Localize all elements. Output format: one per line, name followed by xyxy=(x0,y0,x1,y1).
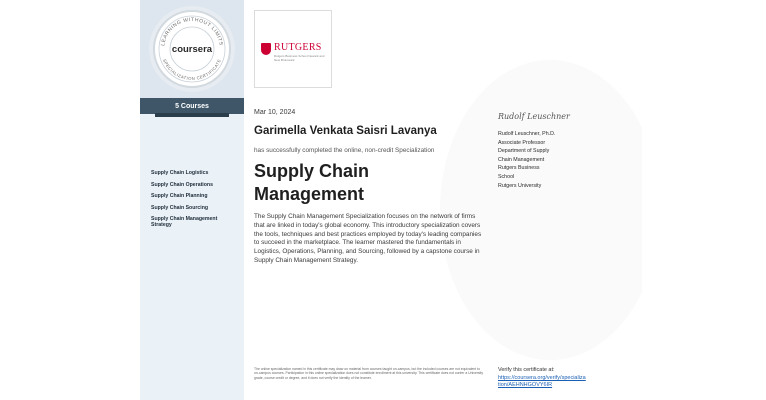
course-list xyxy=(151,170,239,234)
signatory-line: Rutgers University xyxy=(498,182,542,189)
signatory-line: Rudolf Leuschner, Ph.D. xyxy=(498,131,556,137)
svg-text:LEARNING WITHOUT LIMITS xyxy=(160,17,224,46)
course-item: Supply Chain Planning xyxy=(151,193,208,199)
specialization-description: The Supply Chain Management Specialization focuses on the network of firms that are linked in today's global economy. This introductory specialization covers the tools, techniques and best practices employed by today's leading companies to succeed in the marketplace. The learner mastered the fundamentals in Logistics, Operations, Planning, and Sourcing, followed by a capstone course in Supply Chain Management Strategy. xyxy=(254,213,482,264)
signature: Rudolf Leuschner xyxy=(498,112,570,121)
course-item: Supply Chain Logistics xyxy=(151,170,209,176)
institution-subtitle: Rutgers Business School Newark and New Brunswick xyxy=(274,54,325,62)
seal-ring-bottom: SPECIALIZATION CERTIFICATE xyxy=(161,58,223,82)
institution-logo xyxy=(254,10,332,88)
sidebar xyxy=(140,0,244,400)
signatory-line: Associate Professor xyxy=(498,139,546,146)
rutgers-shield-icon xyxy=(261,43,271,55)
signatory-line: Chain Management xyxy=(498,156,545,163)
course-item: Supply Chain Sourcing xyxy=(151,204,209,211)
verify-link[interactable]: https://coursera.org/verify/specialization/AEHNHGOVY6IR xyxy=(498,375,586,388)
watermark xyxy=(440,60,642,360)
institution-name: RUTGERS xyxy=(274,42,322,53)
seal-ring-top: LEARNING WITHOUT LIMITS xyxy=(160,16,224,47)
svg-text:SPECIALIZATION CERTIFICATE xyxy=(162,58,222,81)
specialization-title: Supply Chain Management xyxy=(254,161,370,204)
signatory-line: School xyxy=(498,173,515,180)
coursera-wordmark: coursera xyxy=(171,44,213,55)
recipient-name: Garimella Venkata Saisri Lavanya xyxy=(254,125,437,137)
disclaimer: The online specialization named in this certificate may draw on material from courses taught on-campus, but the included courses are not equivalent to on-campus courses. Participation in this online specialization does not constitute enrollment at this university. This certificate does not confer a University grade, course credit or degree, and it does not verify the identity of the learner. xyxy=(254,367,484,380)
certificate xyxy=(140,0,642,400)
course-count-label: 5 Courses xyxy=(175,102,209,110)
course-item: Supply Chain Management Strategy xyxy=(151,216,218,228)
course-count-ribbon xyxy=(140,98,244,114)
verify-label: Verify this certificate at: xyxy=(498,367,555,373)
signatory-line: Department of Supply xyxy=(498,148,550,155)
ribbon-tail xyxy=(155,113,229,117)
coursera-seal xyxy=(153,10,231,88)
signatory-line: Rutgers Business xyxy=(498,165,540,172)
issue-date: Mar 10, 2024 xyxy=(254,109,296,116)
signatory-details xyxy=(498,130,570,190)
completion-text: has successfully completed the online, non-credit Specialization xyxy=(254,147,435,154)
course-item: Supply Chain Operations xyxy=(151,181,213,188)
